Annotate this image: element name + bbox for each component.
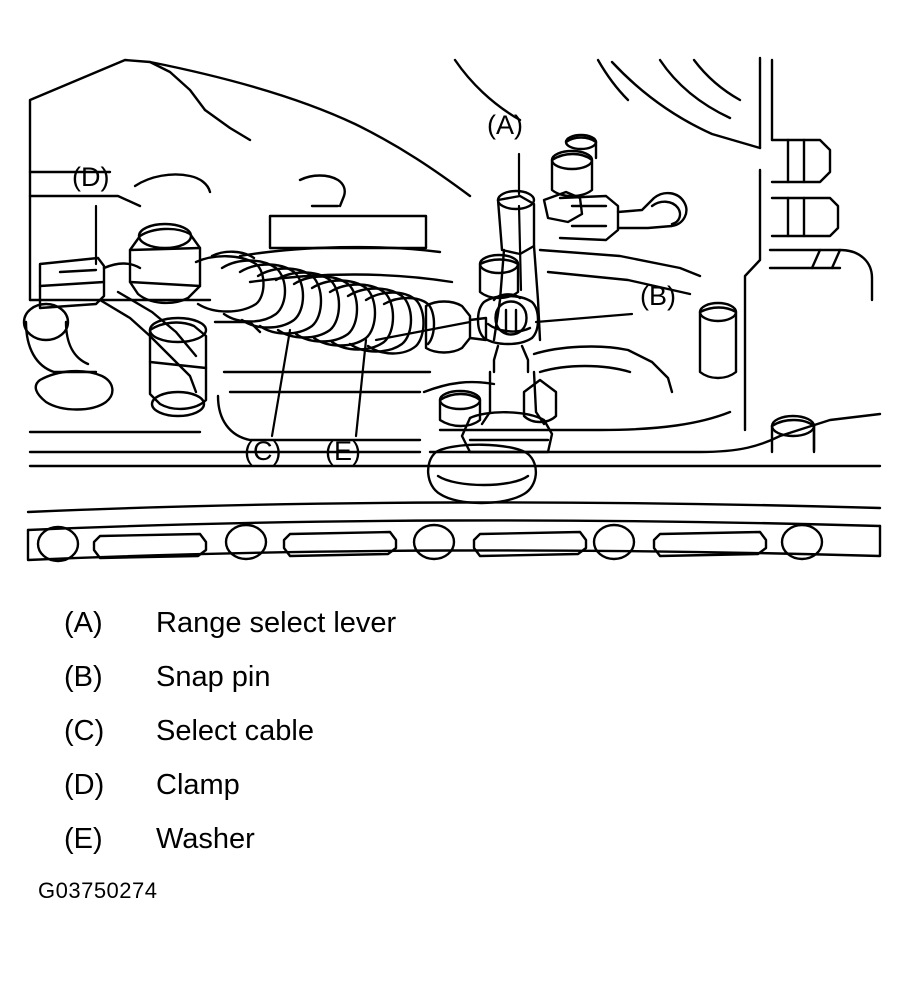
legend-label: Snap pin (156, 661, 271, 693)
legend-item (0, 704, 902, 758)
legend-item (0, 596, 902, 650)
legend-item (0, 650, 902, 704)
legend-key: (A) (64, 607, 103, 639)
legend-label: Clamp (156, 769, 240, 801)
legend-list (0, 596, 902, 866)
callout-d: (D) (72, 162, 110, 192)
legend-key: (C) (64, 715, 105, 747)
callout-a: (A) (487, 110, 523, 140)
callout-e: (E) (325, 436, 361, 466)
legend-label: Washer (156, 823, 255, 855)
figure-id-code: G03750274 (38, 878, 158, 903)
callout-b: (B) (640, 281, 676, 311)
legend-item (0, 812, 902, 866)
legend-key: (E) (64, 823, 103, 855)
legend-label: Range select lever (156, 607, 397, 639)
legend-key: (B) (64, 661, 103, 693)
legend-label: Select cable (156, 715, 314, 747)
legend-key: (D) (64, 769, 105, 801)
legend-item (0, 758, 902, 812)
callout-c: (C) (244, 436, 282, 466)
